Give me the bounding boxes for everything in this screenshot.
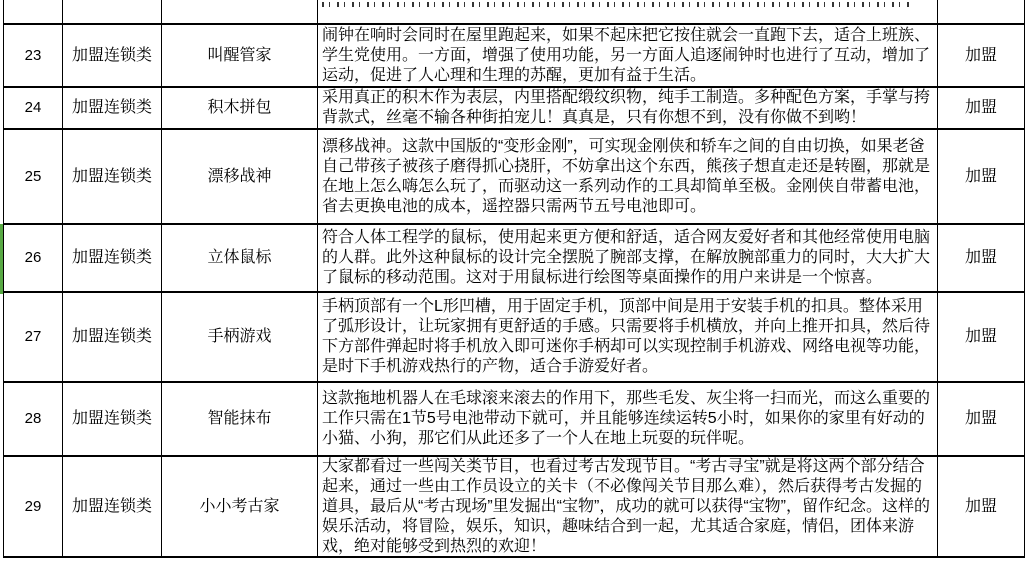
franchise-cell[interactable]: 加盟 [938, 457, 1024, 556]
product-name-cell[interactable]: 立体鼠标 [162, 225, 318, 291]
row-number-cell[interactable]: 23 [4, 25, 63, 86]
product-name-cell[interactable]: 漂移战神 [162, 130, 318, 223]
table-row [4, 293, 1024, 383]
description-text: 符合人体工程学的鼠标，使用起来更方便和舒适，适合网友爱好者和其他经常使用电脑的人群。此外这种鼠标的设计完全摆脱了腕部支撑，在解放腕部重力的同时，大大扩大了鼠标的移动范围。这对于用鼠标进行绘图等桌面操作的用户来讲是一个惊喜。 [322, 229, 931, 286]
product-name-cell[interactable]: 叫醒管家 [162, 25, 318, 86]
franchise-cell[interactable]: 加盟 [938, 130, 1024, 223]
description-cell[interactable] [318, 293, 938, 381]
category-cell[interactable] [63, 0, 162, 23]
table-row [4, 383, 1024, 457]
product-name-cell[interactable]: 小小考古家 [162, 457, 318, 556]
row-number-cell[interactable]: 24 [4, 88, 63, 128]
description-text: 这款拖地机器人在毛球滚来滚去的作用下，那些毛发、灰尘将一扫而光，而这么重要的工作只需在1节5号电池带动下就可，并且能够连续运转5小时，如果你的家里有好动的小猫、小狗，那它们从此还多了一个人在地上玩耍的玩伴呢。 [322, 390, 931, 447]
description-text: 采用真正的积木作为表层，内里搭配缎纹织物，纯手工制造。多种配色方案，手掌与挎背款式，丝毫不输各种街拍宠儿！真真是，只有你想不到，没有你做不到哟！ [322, 89, 931, 126]
row-number-cell[interactable]: 25 [4, 130, 63, 223]
product-name-cell[interactable] [162, 0, 318, 23]
description-text: 大家都看过一些闯关类节目，也看过考古发现节目。“考古寻宝”就是将这两个部分结合起来，通过一些由工作员设立的关卡（不必像闯关节目那么难），然后获得考古发掘的道具，最后从“考古现场”里发掘出“宝物”，成功的就可以获得“宝物”，留作纪念。这样的娱乐活动，将冒险，娱乐，知识，趣味结合到一起，尤其适合家庭，情侣，团体来游戏，绝对能够受到热烈的欢迎！ [322, 457, 930, 555]
row-number-cell[interactable] [4, 0, 63, 23]
table [3, 0, 1025, 558]
description-cell[interactable] [318, 457, 938, 556]
table-row [4, 457, 1024, 558]
description-cell[interactable] [318, 130, 938, 223]
franchise-cell[interactable]: 加盟 [938, 88, 1024, 128]
franchise-cell[interactable]: 加盟 [938, 383, 1024, 455]
category-cell[interactable]: 加盟连锁类 [63, 88, 162, 128]
table-row-selected [4, 225, 1024, 293]
description-text: 漂移战神。这款中国版的“变形金刚”，可实现金刚侠和轿车之间的自由切换，如果老爸自己带孩子被孩子磨得抓心挠肝，不妨拿出这个东西，熊孩子想直走还是转圈，那就是在地上怎么嗨怎么玩了，而驱动这一系列动作的工具却简单至极。金刚侠自带蓄电池，省去更换电池的成本，遥控器只需两节五号电池即可。 [322, 137, 931, 215]
category-cell[interactable]: 加盟连锁类 [63, 25, 162, 86]
description-cell[interactable] [318, 0, 938, 23]
product-name-cell[interactable]: 积木拼包 [162, 88, 318, 128]
description-cell[interactable] [318, 88, 938, 128]
category-cell[interactable]: 加盟连锁类 [63, 383, 162, 455]
product-name-cell[interactable]: 手柄游戏 [162, 293, 318, 381]
franchise-cell[interactable] [938, 0, 1024, 23]
row-number-cell[interactable]: 26 [4, 225, 63, 291]
category-cell[interactable]: 加盟连锁类 [63, 225, 162, 291]
category-cell[interactable]: 加盟连锁类 [63, 130, 162, 223]
row-number-cell[interactable]: 27 [4, 293, 63, 381]
row-number-cell[interactable]: 29 [4, 457, 63, 556]
category-cell[interactable]: 加盟连锁类 [63, 457, 162, 556]
product-name-cell[interactable]: 智能抹布 [162, 383, 318, 455]
description-text: 手柄顶部有一个L形凹槽，用于固定手机，顶部中间是用于安装手机的扣具。整体采用了弧形设计，让玩家拥有更舒适的手感。只需要将手机横放，并向上推开扣具，然后待下方部件弹起时将手机放入即可迷你手柄却可以实现控制手机游戏、网络电视等功能，是时下手机游戏热行的产物，适合手游爱好者。 [322, 298, 931, 375]
category-cell[interactable]: 加盟连锁类 [63, 293, 162, 381]
table-row [4, 88, 1024, 130]
row-number-cell[interactable]: 28 [4, 383, 63, 455]
franchise-cell[interactable]: 加盟 [938, 225, 1024, 291]
description-cell[interactable] [318, 225, 938, 291]
table-row [4, 130, 1024, 225]
clipped-text-fragment [322, 2, 914, 7]
description-cell[interactable] [318, 383, 938, 455]
table-row-clipped [4, 0, 1024, 25]
franchise-cell[interactable]: 加盟 [938, 25, 1024, 86]
description-text: 闹钟在响时会同时在屋里跑起来，如果不起床把它按住就会一直跑下去，适合上班族、学生党使用。一方面，增强了使用功能，另一方面人追逐闹钟时也进行了互动，增加了运动，促进了人心理和生理的苏醒，更加有益于生活。 [322, 26, 931, 84]
description-cell[interactable] [318, 25, 938, 86]
table-row [4, 25, 1024, 88]
franchise-cell[interactable]: 加盟 [938, 293, 1024, 381]
